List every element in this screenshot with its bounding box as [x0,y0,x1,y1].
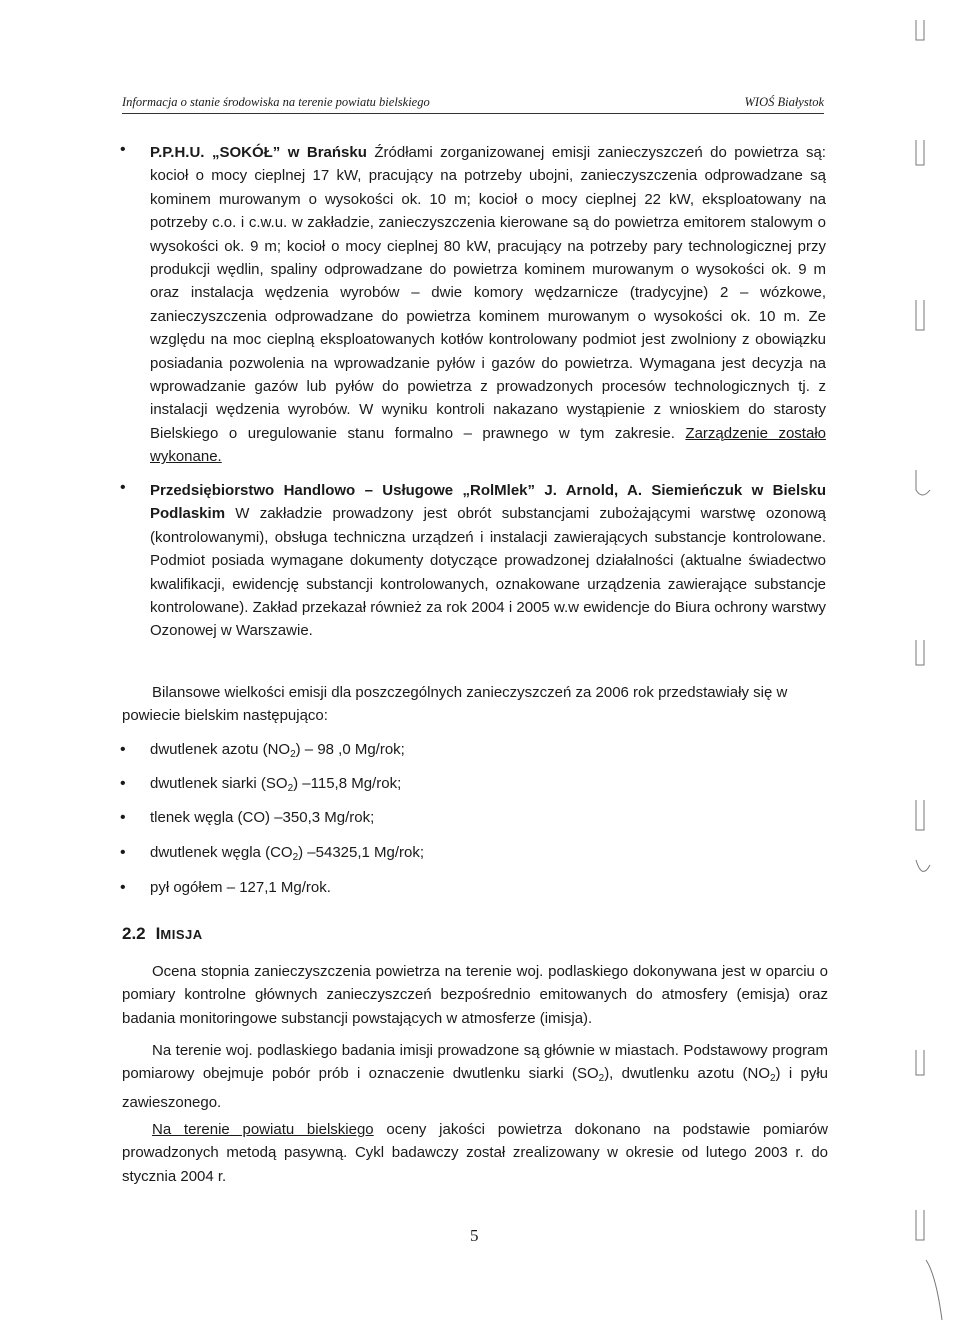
paragraph-county-assessment [122,1118,828,1188]
header-rule [122,113,824,114]
emission-value: ) –54325,1 Mg/rok; [298,844,425,861]
section-heading [122,924,203,944]
underlined-phrase: Na terenie powiatu bielskiego [152,1121,374,1138]
scan-edge-artifacts [912,0,960,1336]
running-header [122,95,824,115]
entry-sokol-body: Źródłami zorganizowanej emisji zanieczyszczeń do powietrza są: kocioł o mocy cieplnej 17 kW, pracujący na potrzeby ubojni, zanieczyszczenia odprowadzane są kominem murowanym o wysokości ok. 10 m; kocioł o mocy cieplnej 22 kW, eksploatowany na potrzeby c.o. i c.w.u. w zakładzie, zanieczyszczenia kierowane są do powietrza emitorem stalowym o wysokości ok. 9 m; kocioł o mocy cieplnej 80 kW, pracujący na potrzeby pary technologicznej przy produkcji wędlin, spaliny odprowadzane do powietrza kominem murowanym o wysokości ok. 9 m oraz instalacja wędzenia wyrobów – dwie komory wędzarnicze (tradycyjne) 2 – wózkowe, zanieczyszczenia odprowadzane do powietrza kominem murowanym o wysokości ok. 10 m. Ze względu na moc cieplną eksploatowanych kotłów kontrolowany podmiot jest zwolniony z obowiązku posiadania pozwolenia na wprowadzanie pyłów i gazów do powietrza. Wymagana jest decyzja na wprowadzanie gazów lub pyłów do powietrza z prowadzonych procesów technologicznych tj. z instalacji wędzenia wyrobów. W wyniku kontroli nakazano wystąpienie z wnioskiem do starosty Bielskiego o uregulowanie stanu formalno – prawnego w tym zakresie. [150,144,826,442]
bullet-marker: • [120,141,126,158]
header-organization: WIOŚ Białystok [744,95,824,109]
list-item [120,844,720,866]
list-item [120,879,720,901]
subscript: 2 [292,852,299,863]
entry-sokol-title: P.P.H.U. „SOKÓŁ” w Brańsku [150,144,367,161]
paragraph-text: oceny jakości powietrza dokonano na podstawie pomiarów prowadzonych metodą pasywną. Cykl badawczy został zrealizowany w okresie od lutego 2003 r. do stycznia 2004 r. [122,1121,828,1185]
paragraph-text: ) i pyłu zawieszonego. [122,1065,828,1111]
list-item [120,741,720,763]
paragraph-measurement-program [122,1039,828,1114]
emission-label: dwutlenek azotu (NO [150,741,291,758]
emission-value: ) – 98 ,0 Mg/rok; [295,741,405,758]
paragraph-assessment [122,960,828,1030]
bullet-marker: • [120,844,126,861]
entry-sokol [150,141,826,469]
bullet-marker: • [120,879,126,896]
paragraph-text: ), dwutlenku azotu (NO [604,1065,770,1083]
subscript: 2 [290,749,296,760]
emission-label: pył ogółem – 127,1 Mg/rok. [150,879,331,896]
section-title-rest: MISJA [160,927,203,942]
emissions-intro-text: Bilansowe wielkości emisji dla poszczególnych zanieczyszczeń za 2006 rok przedstawiały się w powiecie bielskim następująco: [122,684,788,725]
list-item [120,775,720,797]
bullet-marker: • [120,775,126,792]
bullet-marker: • [120,479,126,496]
emission-value: ) –115,8 Mg/rok; [293,775,402,792]
bullet-marker: • [120,809,126,826]
bullet-marker: • [120,741,126,758]
entry-rolmlek-title: Przedsiębiorstwo Handlowo – Usługowe „RolMlek” J. Arnold, A. Siemieńczuk w Bielsku Podlaskim [150,482,826,523]
list-item [120,809,720,831]
entry-rolmlek-body: W zakładzie prowadzony jest obrót substancjami zubożającymi warstwę ozonową (kontrolowanymi), obsługa techniczna urządzeń i instalacji zawierających substancje kontrolowane. Podmiot posiada wymagane dokumenty dotyczące prowadzonej działalności (aktualne świadectwo kwalifikacji, ewidencję substancji kontrolowanych, oznakowane urządzenia zawierające substancje kontrolowane). Zakład przekazał również za rok 2004 i 2005 w.w ewidencje do Biura ochrony warstwy Ozonowej w Warszawie. [150,505,826,640]
section-title-initial: I [155,924,161,943]
emissions-intro [122,681,814,728]
subscript: 2 [287,783,294,794]
page-number: 5 [470,1226,479,1245]
emission-label: dwutlenek węgla (CO [150,844,293,861]
subscript: 2 [769,1073,776,1085]
scan-edge-icon [912,0,960,1336]
subscript: 2 [598,1073,605,1085]
header-title: Informacja o stanie środowiska na terenie powiatu bielskiego [122,95,430,109]
entry-rolmlek [150,479,826,643]
emission-label: dwutlenek siarki (SO [150,775,288,792]
section-number: 2.2 [122,924,146,943]
paragraph-text: Ocena stopnia zanieczyszczenia powietrza na terenie woj. podlaskiego dokonywana jest w oparciu o pomiary kontrolne głównych zanieczyszczeń bezpośrednio emitowanych do atmosfery (emisja) oraz badania monitoringowe substancji powstających w atmosferze (imisja). [122,963,828,1027]
paragraph-text: Na terenie woj. podlaskiego badania imisji prowadzone są głównie w miastach. Podstawowy program pomiarowy obejmuje pobór prób i oznaczenie dwutlenku siarki (SO [122,1042,828,1083]
entry-sokol-conclusion: Zarządzenie zostało wykonane. [150,424,826,466]
emission-label: tlenek węgla (CO) –350,3 Mg/rok; [150,809,375,826]
